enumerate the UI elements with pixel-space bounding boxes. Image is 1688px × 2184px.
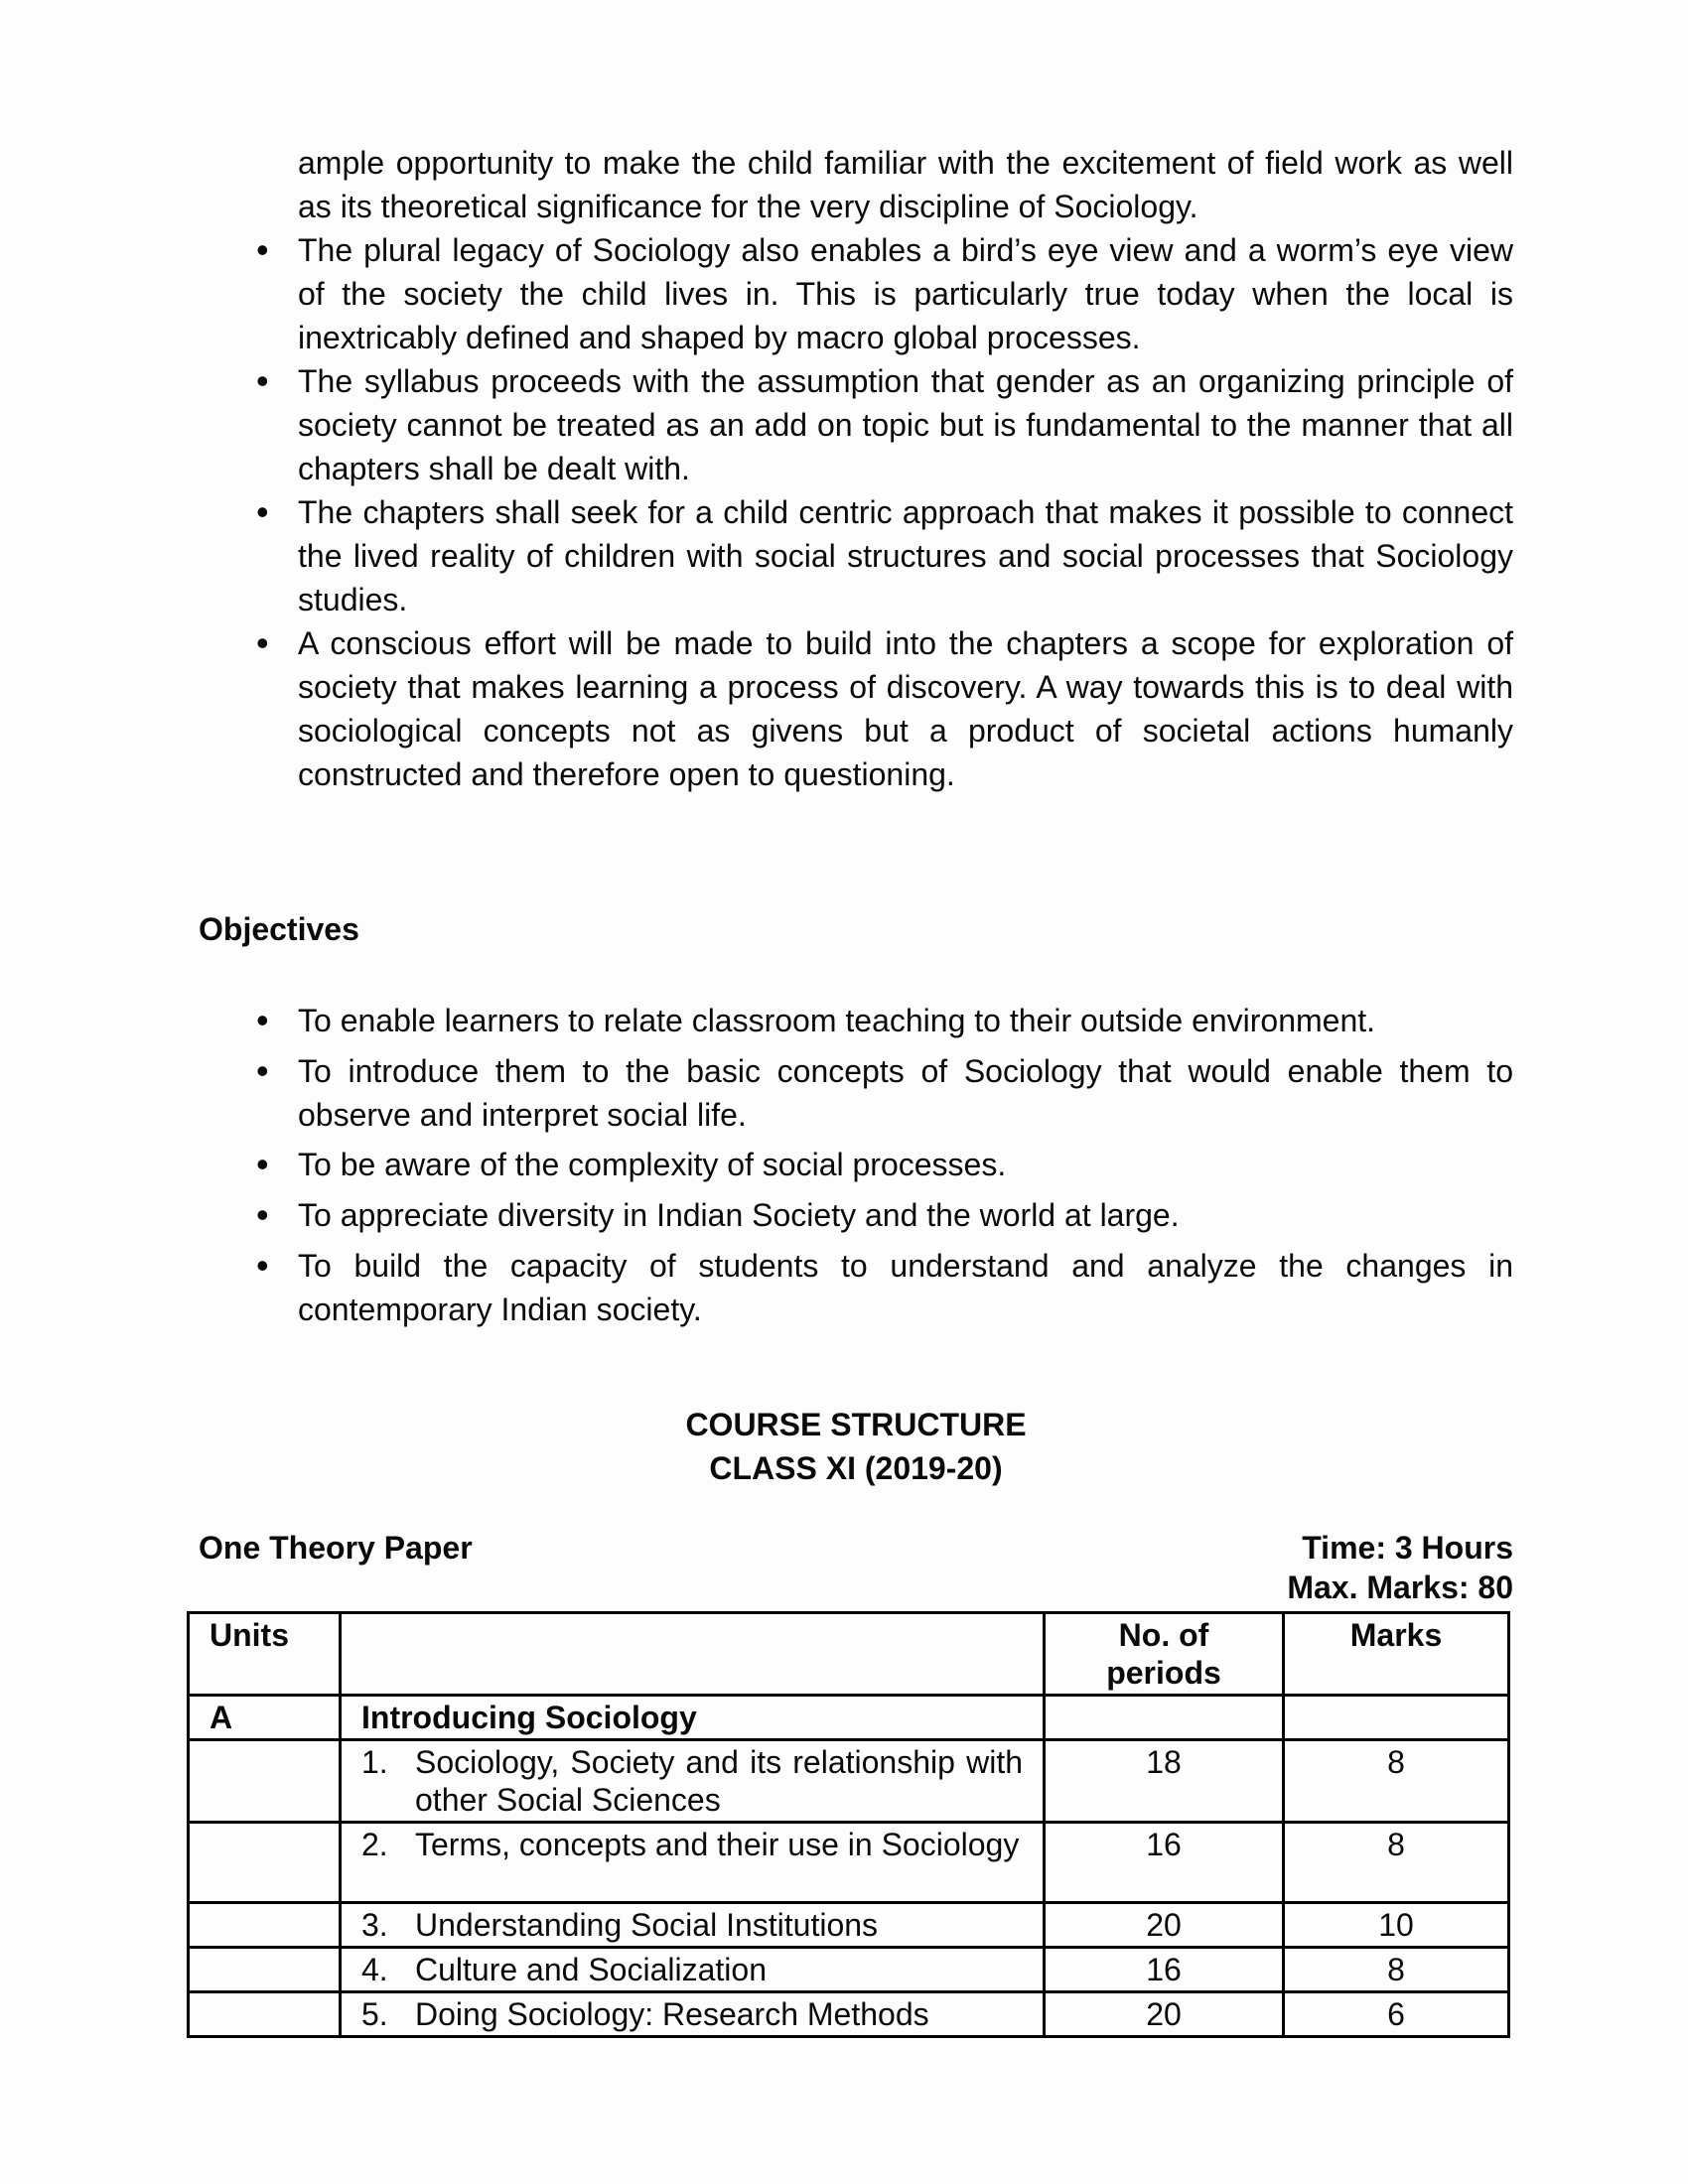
list-item [199, 621, 1513, 796]
unit-cell [189, 1992, 341, 2037]
list-item [199, 359, 1513, 490]
bullet-icon [256, 1244, 298, 1331]
bullet-icon [256, 359, 298, 490]
topic-text: Terms, concepts and their use in Sociology [415, 1827, 1020, 1862]
marks-cell: 10 [1284, 1903, 1509, 1948]
bullet-icon [256, 228, 298, 359]
numbered-topic [361, 1743, 1023, 1819]
topic-number: 2. [361, 1827, 388, 1862]
topic-text: Sociology, Society and its relationship with other Social Sciences [415, 1744, 1023, 1818]
topic-text: Culture and Socialization [415, 1952, 767, 1987]
bullet-text: The syllabus proceeds with the assumption that gender as an organizing principle of society cannot be treated as an add on topic but is fundamental to the manner that all chapters shall be dealt with. [298, 363, 1513, 486]
marks-cell: 8 [1284, 1740, 1509, 1823]
objective-text: To introduce them to the basic concepts of Sociology that would enable them to observe and interpret social life. [298, 1053, 1513, 1133]
periods-cell [1045, 1696, 1284, 1740]
intro-continuation-paragraph: ample opportunity to make the child familiar with the excitement of field work as well as its theoretical significance for the very discipline of Sociology. [298, 145, 1513, 224]
bullet-icon [256, 1143, 298, 1187]
numbered-topic [361, 1951, 1023, 1988]
header-topic [341, 1613, 1045, 1696]
objective-text: To build the capacity of students to understand and analyze the changes in contemporary Indian society. [298, 1248, 1513, 1327]
paper-time-row [199, 1528, 1513, 1568]
bullet-icon [256, 1049, 298, 1137]
topic-text: Doing Sociology: Research Methods [415, 1996, 929, 2032]
table-row [189, 1992, 1509, 2037]
periods-cell: 20 [1045, 1903, 1284, 1948]
bullet-icon [256, 490, 298, 621]
marks-cell: 8 [1284, 1948, 1509, 1992]
objective-text: To appreciate diversity in Indian Society and the world at large. [298, 1197, 1180, 1233]
topic-cell [341, 1903, 1045, 1948]
objective-text: To be aware of the complexity of social processes. [298, 1147, 1007, 1182]
header-periods [1045, 1613, 1284, 1696]
unit-cell [189, 1740, 341, 1823]
topic-cell [341, 1823, 1045, 1903]
bullet-text: The plural legacy of Sociology also enables a bird’s eye view and a worm’s eye view of the society the child lives in. This is particularly true today when the local is inextricably defined and shaped by macro global processes. [298, 232, 1513, 355]
list-item [199, 1049, 1513, 1137]
list-item [199, 1244, 1513, 1331]
list-item [199, 1193, 1513, 1238]
numbered-topic [361, 1906, 1023, 1944]
table-row-unit-a [189, 1696, 1509, 1740]
topic-number: 1. [361, 1744, 388, 1780]
list-item [199, 228, 1513, 359]
unit-cell [189, 1903, 341, 1948]
bullet-icon [256, 621, 298, 796]
topic-number: 3. [361, 1907, 388, 1943]
unit-cell [189, 1948, 341, 1992]
topic-cell: Introducing Sociology [341, 1696, 1045, 1740]
numbered-topic [361, 1826, 1023, 1863]
list-item [199, 490, 1513, 621]
header-units: Units [189, 1613, 341, 1696]
periods-cell: 16 [1045, 1823, 1284, 1903]
class-subtitle: CLASS XI (2019-20) [709, 1450, 1003, 1486]
topic-cell [341, 1948, 1045, 1992]
bullet-icon [256, 999, 298, 1043]
list-item [199, 1143, 1513, 1187]
unit-cell [189, 1823, 341, 1903]
objective-text: To enable learners to relate classroom teaching to their outside environment. [298, 1003, 1376, 1038]
periods-cell: 18 [1045, 1740, 1284, 1823]
marks-cell: 6 [1284, 1992, 1509, 2037]
header-periods-label: No. of periods [1106, 1617, 1221, 1691]
table-row [189, 1948, 1509, 1992]
bullet-icon [256, 1193, 298, 1238]
course-structure-table [187, 1611, 1510, 2038]
objectives-list [199, 999, 1513, 1331]
list-item [199, 999, 1513, 1043]
topic-cell [341, 1740, 1045, 1823]
periods-cell: 20 [1045, 1992, 1284, 2037]
numbered-topic [361, 1995, 1023, 2033]
topic-cell [341, 1992, 1045, 2037]
page-content [199, 141, 1513, 2038]
table-row [189, 1823, 1509, 1903]
course-structure-title-block [199, 1403, 1513, 1490]
time-label: Time: 3 Hours [1302, 1530, 1513, 1566]
one-theory-paper-label: One Theory Paper [199, 1530, 473, 1566]
marks-cell: 8 [1284, 1823, 1509, 1903]
unit-cell: A [189, 1696, 341, 1740]
max-marks-label: Max. Marks: 80 [1287, 1570, 1513, 1605]
periods-cell: 16 [1045, 1948, 1284, 1992]
header-marks: Marks [1284, 1613, 1509, 1696]
intro-bullet-list [199, 228, 1513, 796]
bullet-text: The chapters shall seek for a child centric approach that makes it possible to connect the lived reality of children with social structures and social processes that Sociology studies. [298, 494, 1513, 617]
topic-text: Understanding Social Institutions [415, 1907, 879, 1943]
topic-number: 5. [361, 1996, 388, 2032]
marks-cell [1284, 1696, 1509, 1740]
topic-number: 4. [361, 1952, 388, 1987]
bullet-text: A conscious effort will be made to build into the chapters a scope for exploration of society that makes learning a process of discovery. A way towards this is to deal with sociological concepts not as givens but a product of societal actions humanly constructed and therefore open to questioning. [298, 625, 1513, 792]
objectives-heading: Objectives [199, 911, 359, 947]
table-row [189, 1903, 1509, 1948]
table-row [189, 1740, 1509, 1823]
course-structure-title: COURSE STRUCTURE [685, 1407, 1027, 1442]
table-header-row [189, 1613, 1509, 1696]
